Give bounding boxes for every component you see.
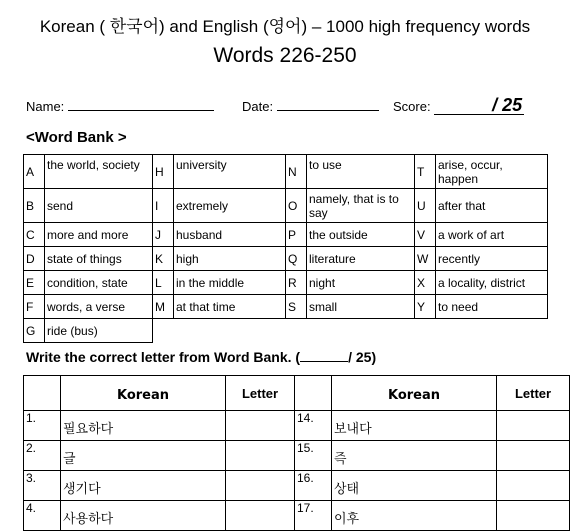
wb-definition: in the middle <box>174 271 286 295</box>
answer-korean-header: Korean <box>61 376 226 411</box>
wb-definition: namely, that is to say <box>307 189 415 223</box>
wb-letter: D <box>24 247 45 271</box>
answer-input[interactable] <box>226 411 295 441</box>
wb-letter: I <box>153 189 174 223</box>
answer-input[interactable] <box>497 411 570 441</box>
question-number: 17. <box>295 501 332 531</box>
date-blank[interactable] <box>277 98 379 111</box>
wb-letter: G <box>24 319 45 343</box>
wb-definition: recently <box>436 247 548 271</box>
wb-letter: Q <box>286 247 307 271</box>
score-label: Score: <box>393 99 431 114</box>
question-korean: 글 <box>61 441 226 471</box>
wb-definition: literature <box>307 247 415 271</box>
question-number: 15. <box>295 441 332 471</box>
name-field <box>26 98 214 114</box>
score-total[interactable]: / 25 <box>434 96 524 115</box>
wb-definition: night <box>307 271 415 295</box>
wb-letter: E <box>24 271 45 295</box>
instruction-total: / 25) <box>348 349 377 365</box>
wb-letter: W <box>415 247 436 271</box>
question-korean: 즉 <box>332 441 497 471</box>
question-korean: 상태 <box>332 471 497 501</box>
name-label: Name: <box>26 99 65 114</box>
wb-letter: C <box>24 223 45 247</box>
wb-definition: arise, occur, happen <box>436 155 548 189</box>
wb-definition: to use <box>307 155 415 189</box>
wb-definition: small <box>307 295 415 319</box>
answer-input[interactable] <box>497 441 570 471</box>
table-row <box>24 501 570 531</box>
question-korean: 이후 <box>332 501 497 531</box>
wb-definition: at that time <box>174 295 286 319</box>
score-field <box>393 96 524 115</box>
question-number: 14. <box>295 411 332 441</box>
name-blank[interactable] <box>68 98 214 111</box>
wb-definition: condition, state <box>45 271 153 295</box>
wb-letter: B <box>24 189 45 223</box>
answer-input[interactable] <box>226 501 295 531</box>
question-korean: 필요하다 <box>61 411 226 441</box>
wb-definition: university <box>174 155 286 189</box>
instruction-text: Write the correct letter from Word Bank. ( <box>26 349 301 365</box>
instruction <box>26 349 376 365</box>
question-korean: 생기다 <box>61 471 226 501</box>
wb-definition: the world, society <box>45 155 153 189</box>
wb-definition: more and more <box>45 223 153 247</box>
wb-definition: words, a verse <box>45 295 153 319</box>
wb-definition: a locality, district <box>436 271 548 295</box>
wb-letter: F <box>24 295 45 319</box>
answer-input[interactable] <box>497 501 570 531</box>
wb-definition: a work of art <box>436 223 548 247</box>
answer-korean-header: Korean <box>332 376 497 411</box>
wb-letter: Y <box>415 295 436 319</box>
wb-letter: V <box>415 223 436 247</box>
wb-letter: A <box>24 155 45 189</box>
instruction-score-blank[interactable] <box>300 349 348 362</box>
answer-table <box>23 375 570 531</box>
answer-letter-header: Letter <box>226 376 295 411</box>
table-row <box>24 441 570 471</box>
wb-letter: S <box>286 295 307 319</box>
question-korean: 사용하다 <box>61 501 226 531</box>
wb-letter: O <box>286 189 307 223</box>
wb-letter: U <box>415 189 436 223</box>
wb-definition: send <box>45 189 153 223</box>
wb-letter: K <box>153 247 174 271</box>
question-korean: 보내다 <box>332 411 497 441</box>
word-bank-heading: <Word Bank > <box>26 129 127 146</box>
wb-letter: R <box>286 271 307 295</box>
wb-letter: J <box>153 223 174 247</box>
word-bank-table <box>23 154 548 343</box>
wb-definition: state of things <box>45 247 153 271</box>
answer-input[interactable] <box>497 471 570 501</box>
wb-definition: extremely <box>174 189 286 223</box>
wb-letter: L <box>153 271 174 295</box>
answer-num-header <box>24 376 61 411</box>
wb-letter: H <box>153 155 174 189</box>
question-number: 2. <box>24 441 61 471</box>
wb-definition: to need <box>436 295 548 319</box>
question-number: 4. <box>24 501 61 531</box>
wb-definition: the outside <box>307 223 415 247</box>
wb-definition: after that <box>436 189 548 223</box>
wb-definition: ride (bus) <box>45 319 153 343</box>
wb-letter: N <box>286 155 307 189</box>
wb-definition: husband <box>174 223 286 247</box>
answer-num-header <box>295 376 332 411</box>
answer-letter-header: Letter <box>497 376 570 411</box>
date-label: Date: <box>242 99 274 114</box>
question-number: 16. <box>295 471 332 501</box>
page-title: Korean ( 한국어) and English (영어) – 1000 high frequency words <box>39 17 531 36</box>
wb-letter: M <box>153 295 174 319</box>
page-subtitle: Words 226-250 <box>213 44 357 67</box>
answer-input[interactable] <box>226 441 295 471</box>
question-number: 1. <box>24 411 61 441</box>
table-row <box>24 411 570 441</box>
table-row <box>24 471 570 501</box>
wb-definition: high <box>174 247 286 271</box>
wb-letter: P <box>286 223 307 247</box>
date-field <box>242 98 379 114</box>
question-number: 3. <box>24 471 61 501</box>
wb-letter: T <box>415 155 436 189</box>
wb-letter: X <box>415 271 436 295</box>
answer-input[interactable] <box>226 471 295 501</box>
wb-empty <box>153 319 548 343</box>
